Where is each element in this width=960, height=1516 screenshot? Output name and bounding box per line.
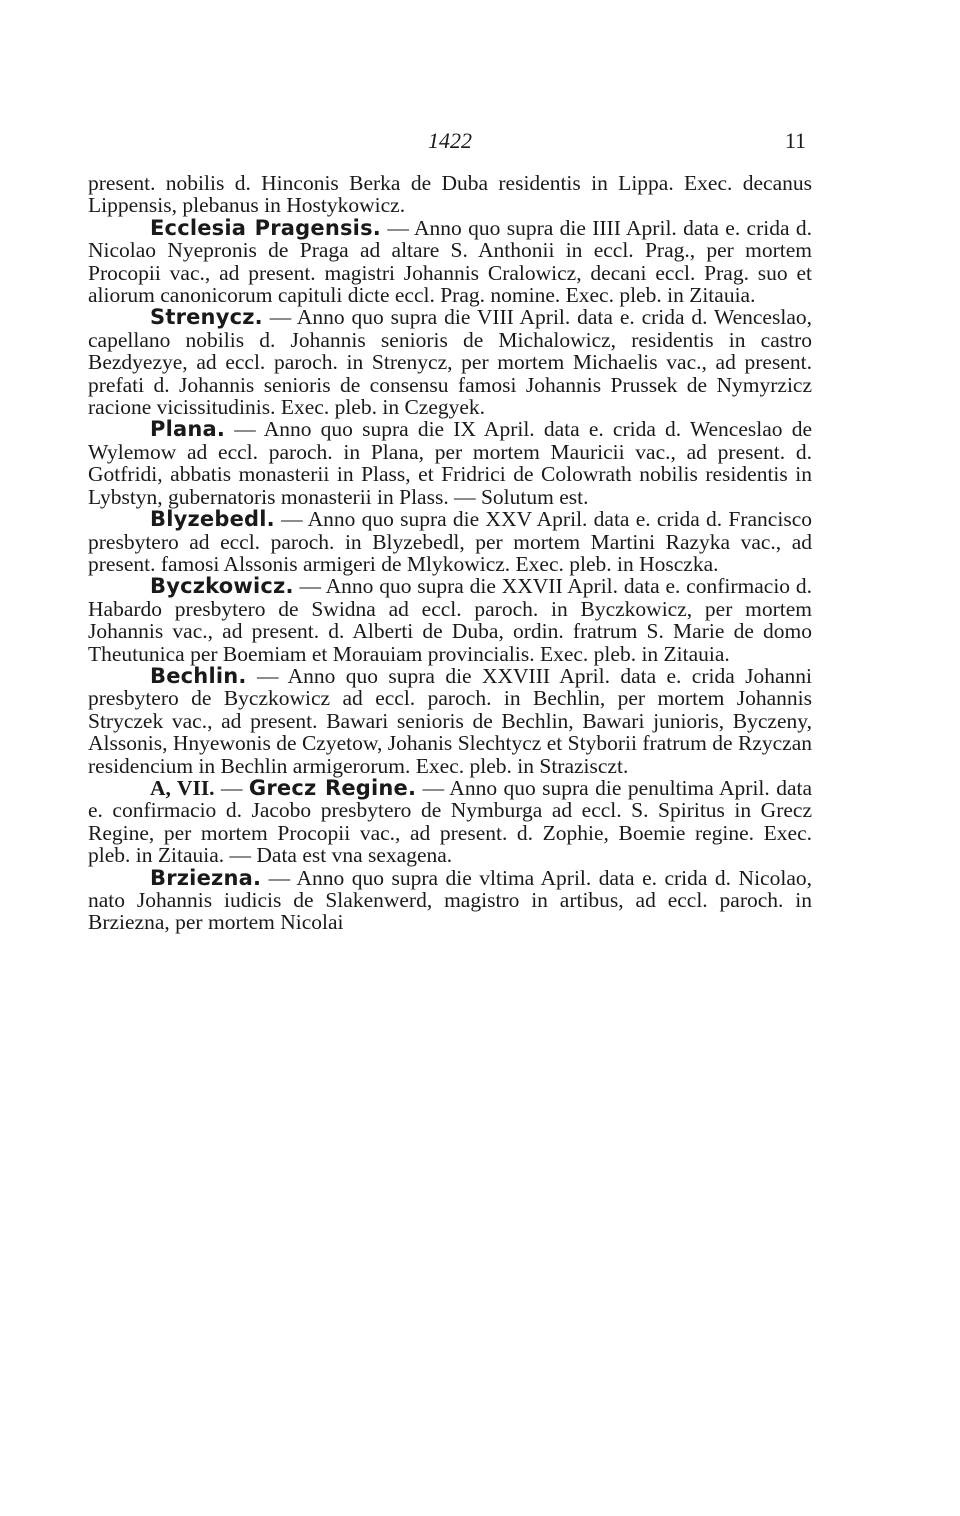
source-reference: A, VII. xyxy=(150,775,215,800)
entry-text: — Anno quo supra die IIII April. data e. crida d. Nicolao Nyepronis de Praga ad altare S. Anthonii in eccl. Prag., per mortem Procopii vac., ad present. magistri Johannis Cralowicz, decani eccl. Prag. suo et aliorum canonicorum capituli dicte eccl. Prag. nomine. Exec. pleb. in Zitauia. xyxy=(88,215,812,308)
paragraph-text: present. nobilis d. Hinconis Berka de Duba residentis in Lippa. Exec. decanus Lippensis, plebanus in Hostykowicz. xyxy=(88,171,812,218)
entry-text: — Anno quo supra die XXVIII April. data e. crida Johanni presbytero de Byczkowicz ad eccl. paroch. in Bechlin, per mortem Johannis Stryczek vac., ad present. Bawari senioris de Bechlin, Bawari junioris, Byczeny, Alssonis, Hnyewonis de Czyetow, Johanis Slechtycz et Styborii fratrum de Rzyczan residencium in Bechlin armigerorum. Exec. pleb. in Strazisczt. xyxy=(88,663,812,778)
entry-ecclesia-pragensis xyxy=(88,217,812,307)
entry-grecz-regine: A, VII. — Grecz Regine. — Anno quo supra die penultima April. data e. confirmacio d. Jacobo presbytero de Nymburga ad eccl. S. Spiritus in Grecz Regine, per mortem Procopii vac., ad present. d. Zophie, Boemie regine. Exec. pleb. in Zitauia. — Data est vna sexagena. xyxy=(88,775,812,868)
paragraph-continuation xyxy=(88,172,812,217)
document-page xyxy=(88,126,812,934)
entry-text: — Anno quo supra die penultima April. data e. confirmacio d. Jacobo presbytero de Nymburga ad eccl. S. Spiritus in Grecz Regine, per mortem Procopii vac., ad present. d. Zophie, Boemie regine. Exec. pleb. in Zitauia. — Data est vna sexagena. xyxy=(88,775,812,868)
entry-brziezna xyxy=(88,867,812,934)
entry-heading: Ecclesia Pragensis. xyxy=(150,215,381,240)
running-header xyxy=(88,126,812,160)
entry-heading: Byczkowicz. xyxy=(150,574,294,599)
entry-blyzebedl xyxy=(88,508,812,575)
entry-heading: Plana. xyxy=(150,417,226,442)
entry-text: — Anno quo supra die vltima April. data e. crida d. Nicolao, nato Johannis iudicis de Slakenwerd, magistro in artibus, ad eccl. paroch. in Brziezna, per mortem Nicolai xyxy=(88,865,812,935)
entry-strenycz xyxy=(88,306,812,418)
entry-text: — Anno quo supra die XXV April. data e. crida d. Francisco presbytero ad eccl. paroch. in Blyzebedl, per mortem Martini Razyka vac., ad present. famosi Alssonis armigeri de Mlykowicz. Exec. pleb. in Hosczka. xyxy=(88,507,812,576)
entry-text: — Anno quo supra die XXVII April. data e. confirmacio d. Habardo presbytero de Swidna ad eccl. paroch. in Byczkowicz, per mortem Johannis vac., ad present. d. Alberti de Duba, ordin. fratrum S. Marie de domo Theutunica per Boemiam et Morauiam provincialis. Exec. pleb. in Zitauia. xyxy=(88,574,812,666)
entry-heading: Strenycz. xyxy=(150,305,263,330)
body-text xyxy=(88,172,812,934)
entry-bechlin xyxy=(88,665,812,777)
entry-text: — Anno quo supra die VIII April. data e. crida d. Wenceslao, capellano nobilis d. Johannis senioris de Michalowicz, residentis in castro Bezdyezye, ad eccl. paroch. in Strenycz, per mortem Michaelis vac., ad present. prefati d. Johannis senioris de consensu famosi Johannis Prussek de Nymyrzicz racione vicissitudinis. Exec. pleb. in Czegyek. xyxy=(88,305,812,420)
page-number: 11 xyxy=(784,128,806,153)
entry-byczkowicz xyxy=(88,575,812,665)
entry-text: — Anno quo supra die IX April. data e. crida d. Wenceslao de Wylemow ad eccl. paroch. in Plana, per mortem Mauricii vac., ad present. d. Gotfridi, abbatis monasterii in Plass, et Fridrici de Colowrath nobilis residentis in Lybstyn, gubernatoris monasterii in Plass. — Solutum est. xyxy=(88,417,812,509)
entry-heading: Blyzebedl. xyxy=(150,507,275,532)
page-year: 1422 xyxy=(428,128,472,153)
entry-heading: Brziezna. xyxy=(150,865,262,890)
entry-heading: Grecz Regine. xyxy=(248,775,417,800)
entry-heading: Bechlin. xyxy=(150,663,247,688)
entry-plana xyxy=(88,418,812,508)
